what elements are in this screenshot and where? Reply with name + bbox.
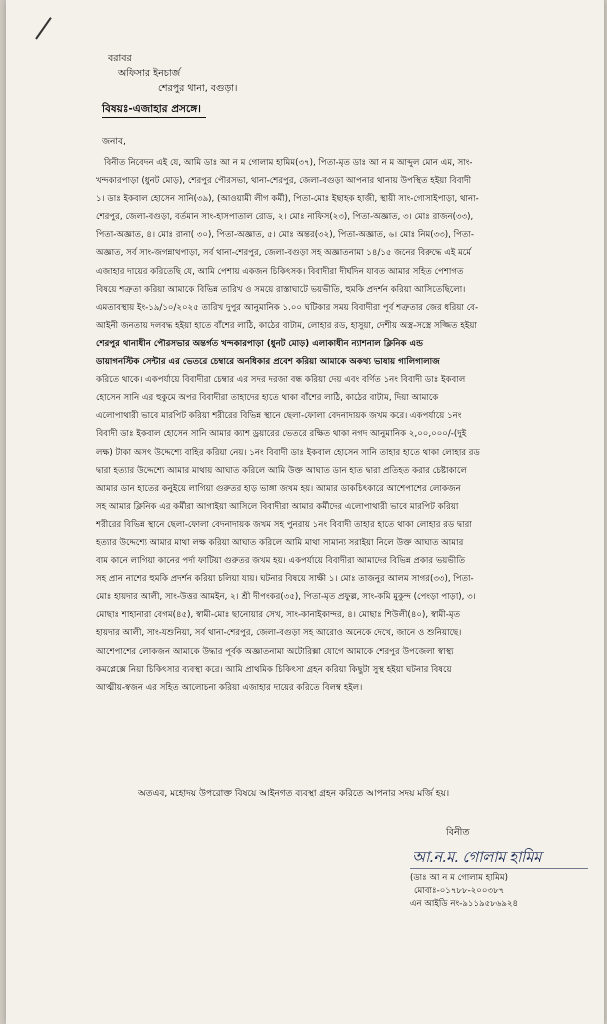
sender-mobile: মোবাঃ-০১৭৮৮-২০০৩৮৭: [414, 886, 505, 896]
body-line: সহ প্রান নাশের হুমকি প্রদর্শন করিয়া চলিয়া যায়। ঘটনার বিষয়ে সাক্ষী ১। মোঃ তাজনুর আলম সাগর(৩৩), পিতা-: [96, 574, 474, 585]
salutation-to: বরাবর: [108, 53, 132, 64]
body-line: হায়দার আলী, সাং-যশুনিয়া, সর্ব থানা-শেরপুর, জেলা-বগুড়া সহ আরোও অনেকে দেখে, জানে ও শুনিয়াছে।: [96, 628, 462, 639]
body-line: আমার ডান হাতের কনুইয়ে লাগিয়া গুরুতর হাড় ভাঙ্গা জখম হয়। আমার ডাকচিৎকারে আশেপাশের লোকজন: [96, 483, 461, 494]
addressee-station: শেরপুর থানা, বগুড়া।: [158, 83, 238, 94]
body-line: বাম কানে লাগিয়া কানের পর্দা ফাটিয়া গুরুতর জখম হয়। একপর্যায়ে বিবাদীরা আমাদের বিভিন্ন প্রকার ভয়ভীতি: [96, 556, 466, 567]
body-line: বিবাদী ডাঃ ইকবাল হোসেন সানি আমার ক্যাশ ড্রয়ারের ভেতরে রক্ষিত থাকা নগদ আনুমানিক ২,০০,০০০/-(দুই: [96, 429, 467, 440]
body-line: শেরপুর থানাধীন পৌরসভার অন্তর্গত খন্দকারপাড়া (ধুনট মোড়) এলাকাধীন ন্যাশনাল ক্লিনিক এন্ড: [96, 338, 423, 349]
body-line: অজ্ঞাত, সর্ব সাং-জগন্নাথপাড়া, সর্ব থানা-শেরপুর, জেলা-বগুড়া সহ অজ্ঞাতনামা ১৪/১৫ জনের বিরুদ্ধে এই মর্মে: [96, 248, 472, 259]
body-line: আত্মীয়-স্বজন এর সহিত আলোচনা করিয়া এজাহার দায়ের করিতে বিলম্ব হইল।: [96, 682, 363, 693]
addressee-officer: অফিসার ইনচার্জ: [118, 68, 181, 79]
body-line: বিষয়ে শত্রুতা করিয়া আমাকে বিভিন্ন তারিখ ও সময়ে রাস্তাঘাটে ভয়ভীতি, হুমকি প্রদর্শন করিয়া আসিতেছিলো।: [96, 284, 466, 295]
signature: আ.ন.ম. গোলাম হামিম: [412, 848, 541, 866]
subject-line: বিষয়ঃ-এজাহার প্রসঙ্গে।: [102, 103, 201, 115]
body-line: এলোপাথারী ভাবে মারপিট করিয়া শরীরের বিভিন্ন স্থানে ছেলা-ফোলা বেদনাদায়ক জখম করে। একপর্যায়ে ১নং: [96, 411, 462, 422]
body-line: কমপ্লেক্সে নিয়া চিকিৎসার ব্যবস্থা করে। আমি প্রাথমিক চিকিৎসা গ্রহন করিয়া কিছুটা সুস্থ হইয়া ঘটনার বিষয়ে: [96, 664, 452, 675]
body-line: মোছাঃ শাহানারা বেগম(৪৫), স্বামী-মোঃ ছানোয়ার সেখ, সাং-কানাইকান্দর, ৪। মোছাঃ শিউলী(৪০), স্বামী-মৃত: [96, 610, 461, 621]
body-line: এমতাবস্থায় ইং-১৯/১০/২০২৫ তারিখ দুপুর আনুমানিক ১.০০ ঘটিকার সময় বিবাদীরা পূর্ব শত্রুতার জের ধরিয়া বে-: [96, 302, 479, 313]
closing-line: অতএব, মহোদয় উপরোক্ত বিষয়ে আইনগত ব্যবস্থা গ্রহন করিতে আপনার সদয় মর্জি হয়।: [138, 789, 450, 799]
body-line: সহ আমার ক্লিনিক এর কর্মীরা আগাইয়া আসিলে বিবাদীরা আমার কর্মীদের এলোপাথারী ভাবে মারপিট করিয়া: [96, 501, 459, 512]
body-line: ১। ডাঃ ইকবাল হোসেন সানি(৩৯), (আওয়ামী লীগ কর্মী), পিতা-মোঃ ইছাহক হাজী, স্থায়ী সাং-গোসাইপাড়া, থানা-: [96, 194, 479, 205]
body-line: বিনীত নিবেদন এই যে, আমি ডাঃ আ ন ম গোলাম হামিম(৩৭), পিতা-মৃত ডাঃ আ ন ম আব্দুল মোন এম, সাং-: [104, 158, 473, 168]
body-line: খন্দকারপাড়া (ধুনট মোড়), শেরপুর পৌরসভা, থানা-শেরপুর, জেলা-বগুড়া আপনার থানায় উপস্থিত হইয়া বিবাদী: [96, 176, 472, 187]
body-line: দ্বারা হত্যার উদ্দেশ্যে আমার মাথায় আঘাত করিলে আমি উক্ত আঘাত ডান হাত দ্বারা প্রতিহত করার চেষ্টাকালে: [96, 465, 467, 476]
body-line: ডায়াগনস্টিক সেন্টার এর ভেতরে চেম্বারে অনধিকার প্রবেশ করিয়া আমাকে অকথ্য ভাষায় গালিগালাজ: [96, 357, 440, 368]
sender-block: [410, 872, 518, 911]
body-line: মোঃ হায়দার আলী, সাং-উত্তর আমইন, ২। শ্রী দীপংকর(৩৫), পিতা-মৃত প্রফুল্ল, সাং-কমি মুকুন্দ (পেংড়া পাড়া), ৩।: [96, 592, 476, 603]
body-line: শরীরের বিভিন্ন স্থানে ছেলা-ফোলা বেদনাদায়ক জখম সহ পুনরায় ১নং বিবাদী তাহার হাতে থাকা লোহার রড দ্বারা: [96, 519, 472, 530]
pen-mark: [35, 17, 52, 39]
sign-label: বিনীত: [446, 827, 470, 838]
body-line: করিতে থাকে। একপর্যায়ে বিবাদীরা চেম্বার এর সদর দরজা বন্ধ করিয়া দেয় এবং বর্ণিত ১নং বিবাদী ডাঃ ইকবাল: [96, 375, 466, 386]
sender-name: (ডাঃ আ ন ম গোলাম হামিম): [410, 873, 508, 883]
body-line: হোসেন সানি এর হুকুমে অপর বিবাদীরা তাহাদের হাতে থাকা বাঁশের লাঠি, কাঠের বাটাম, দিয়া আমাকে: [96, 393, 439, 404]
body-line: পিতা-অজ্ঞাত, ৪। মোঃ রানা( ৩০), পিতা-অজ্ঞাত, ৫। মোঃ অন্তর(৩২), পিতা-অজ্ঞাত, ৬। মোঃ নিম(৩৩), পিতা-: [96, 230, 474, 241]
signature-underline: [410, 868, 588, 869]
greeting: জনাব,: [102, 137, 126, 147]
body-line: আশেপাশের লোকজন আমাকে উদ্ধার পূর্বক অজ্ঞাতনামা অটোরিক্সা যোগে আমাকে শেরপুর উপজেলা স্বাস্থ্য: [96, 646, 454, 657]
body-line: লক্ষ) টাকা অসৎ উদ্দেশ্যে বাহির করিয়া নেয়। ১নং বিবাদী ডাঃ ইকবাল হোসেন সানি তাহার হাতে থাকা লোহার রড: [96, 447, 480, 458]
document-page: [6, 0, 604, 1024]
letter-body: [96, 154, 588, 697]
subject-underline: [102, 117, 206, 118]
sender-nid: এন আইডি নং-৯১১৯৫৮৬৯২৪: [410, 899, 519, 909]
body-line: আইনী জনতায় দলবদ্ধ হইয়া হাতে বাঁশের লাঠি, কাঠের বাটাম, লোহার রড, হাসুয়া, দেশীয় অস্ত্র-সস্ত্রে সজ্জিত হইয়া: [96, 320, 477, 331]
body-line: এজাহার দায়ের করিতেছি যে, আমি পেশায় একজন চিকিৎসক। বিবাদীরা দীর্ঘদিন যাবত আমার সহিত পেশাগত: [96, 266, 464, 277]
body-line: হত্যার উদ্দেশ্যে আমার মাথা লক্ষ করিয়া আঘাত করিলে আমি মাথা সামান্য সরাইয়া নিলে উক্ত আঘাত আমার: [96, 537, 464, 548]
body-line: শেরপুর, জেলা-বগুড়া, বর্তমান সাং-হাসপাতাল রোড, ২। মোঃ নাফিস(২৩), পিতা-অজ্ঞাত, ৩। মোঃ রাজন(৩৩),: [96, 212, 474, 223]
